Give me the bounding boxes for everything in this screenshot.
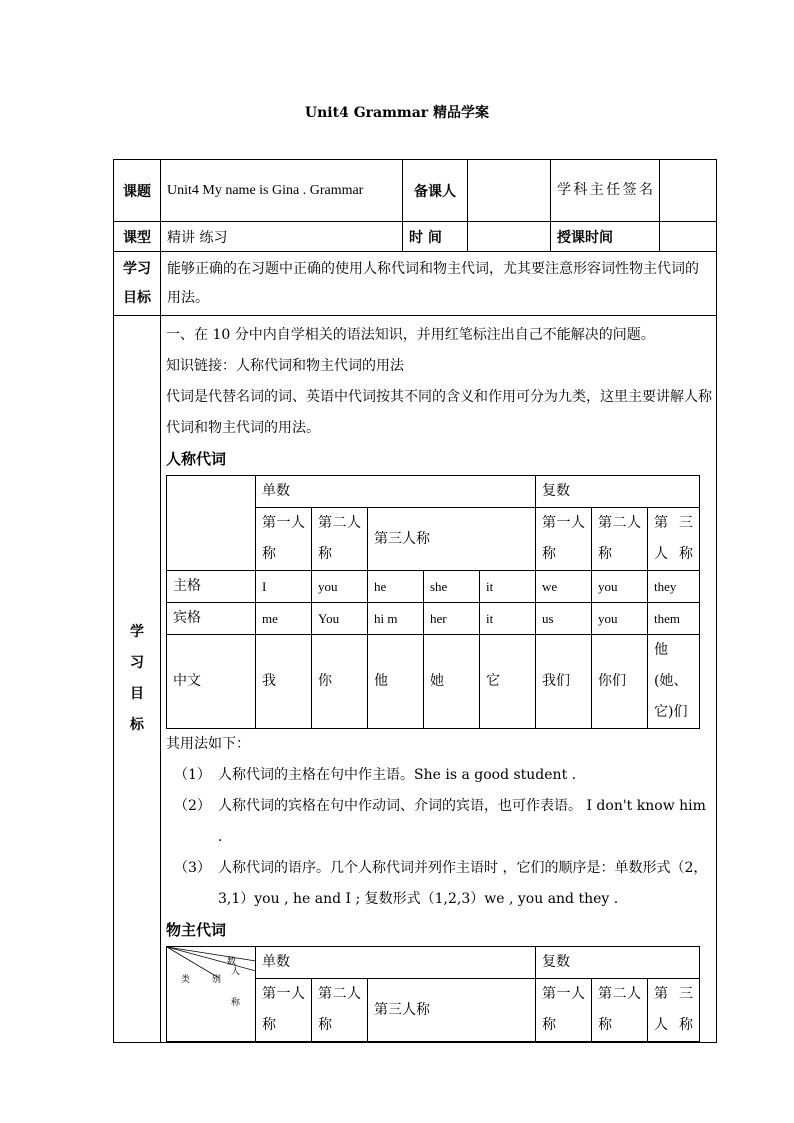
personal-pronouns-heading: 人称代词 — [166, 450, 227, 468]
third-person-header: 第三人称 — [368, 979, 536, 1042]
table-cell: it — [480, 603, 536, 635]
document-title: Unit4 Grammar 精品学案 — [304, 105, 490, 121]
diag-category-label: 类别 — [181, 975, 244, 985]
study-label-char: 习 — [130, 655, 144, 671]
topic-value: Unit4 My name is Gina . Grammar — [161, 160, 403, 222]
table-cell: she — [424, 571, 480, 603]
usage-text: 人称代词的语序。几个人称代词并列作主语时 ，它们的顺序是：单数形式（2， 3,1）you , he and I ; 复数形式（1,2,3）we , you and they . — [218, 860, 708, 907]
first-person-plural-header: 第一人称 — [536, 508, 592, 571]
third-person-header: 第三人称 — [368, 508, 536, 571]
class-time-label: 授课时间 — [551, 222, 660, 252]
table-cell: us — [536, 603, 592, 635]
plural-header: 复数 — [536, 947, 700, 979]
time-label: 时 间 — [403, 222, 468, 252]
table-cell: you — [592, 603, 648, 635]
class-time-value — [660, 222, 717, 252]
table-cell: you — [592, 571, 648, 603]
personal-pronouns-table — [166, 475, 700, 729]
table-cell: I — [256, 571, 312, 603]
usage-item — [166, 760, 712, 791]
first-person-header: 第一人称 — [256, 979, 312, 1042]
row-label: 宾格 — [167, 603, 256, 635]
usage-intro: 其用法如下： — [166, 736, 250, 752]
table-cell: it — [480, 571, 536, 603]
usage-text: 人称代词的宾格在句中作动词、介词的宾语，也可作表语。 I don't know him . — [218, 798, 706, 845]
usage-text: 人称代词的主格在句中作主语。She is a good student . — [218, 767, 577, 783]
study-label — [114, 316, 161, 1043]
table-cell: 她 — [424, 635, 480, 729]
third-person-plural-header: 第三人称 — [648, 979, 700, 1042]
table-cell: her — [424, 603, 480, 635]
goal-text: 能够正确的在习题中正确的使用人称代词和物主代词，尤其要注意形容词性物主代词的用法。 — [161, 252, 717, 316]
diag-number-label: 数 — [227, 957, 237, 967]
row-label: 中文 — [167, 635, 256, 729]
usage-number: （3） — [174, 860, 211, 876]
second-person-plural-header: 第二人称 — [592, 508, 648, 571]
table-row — [167, 635, 700, 729]
table-cell: 你 — [312, 635, 368, 729]
table-cell: 它 — [480, 635, 536, 729]
table-cell: we — [536, 571, 592, 603]
possessive-pronouns-table — [166, 946, 700, 1042]
table-cell: them — [648, 603, 700, 635]
director-sign-label: 学科主任签名 — [551, 160, 660, 222]
study-content — [161, 316, 717, 1043]
diag-person-label: 人称 — [231, 967, 245, 1008]
singular-header: 单数 — [256, 476, 536, 508]
table-corner — [167, 476, 256, 571]
type-value: 精讲 练习 — [161, 222, 403, 252]
study-label-char: 学 — [130, 624, 144, 640]
pronoun-description: 代词是代替名词的词、英语中代词按其不同的含义和作用可分为九类，这里主要讲解人称代词和物主代词的用法。 — [166, 389, 712, 436]
study-label-char: 标 — [130, 717, 144, 733]
director-sign-value — [660, 160, 717, 222]
table-cell: me — [256, 603, 312, 635]
table-cell: hi m — [368, 603, 424, 635]
topic-label: 课题 — [114, 160, 161, 222]
possessive-pronouns-heading: 物主代词 — [166, 921, 227, 939]
usage-number: （1） — [174, 767, 211, 783]
table-cell: 他 — [368, 635, 424, 729]
table-cell: 你们 — [592, 635, 648, 729]
preparer-label: 备课人 — [403, 160, 468, 222]
diagonal-header-cell — [167, 947, 256, 1042]
second-person-header: 第二人称 — [312, 979, 368, 1042]
table-row — [167, 603, 700, 635]
table-row — [167, 571, 700, 603]
usage-number: （2） — [174, 798, 211, 814]
study-label-char: 目 — [130, 686, 144, 702]
plural-header: 复数 — [536, 476, 700, 508]
first-person-plural-header: 第一人称 — [536, 979, 592, 1042]
second-person-plural-header: 第二人称 — [592, 979, 648, 1042]
first-person-header: 第一人称 — [256, 508, 312, 571]
table-cell: they — [648, 571, 700, 603]
table-cell: 我 — [256, 635, 312, 729]
row-label: 主格 — [167, 571, 256, 603]
usage-item — [166, 791, 712, 853]
type-label: 课型 — [114, 222, 161, 252]
lesson-plan-table — [113, 159, 717, 1043]
table-cell: 他(她、它)们 — [648, 635, 700, 729]
goal-label: 学习目标 — [114, 252, 161, 316]
study-intro: 一、在 10 分中内自学相关的语法知识，并用红笔标注出自己不能解决的问题。 — [166, 327, 655, 343]
preparer-value — [468, 160, 551, 222]
table-cell: he — [368, 571, 424, 603]
second-person-header: 第二人称 — [312, 508, 368, 571]
table-cell: You — [312, 603, 368, 635]
table-cell: 我们 — [536, 635, 592, 729]
table-cell: you — [312, 571, 368, 603]
singular-header: 单数 — [256, 947, 536, 979]
knowledge-link: 知识链接：人称代词和物主代词的用法 — [166, 358, 404, 374]
third-person-plural-header: 第三人称 — [648, 508, 700, 571]
time-value — [468, 222, 551, 252]
usage-item — [166, 853, 712, 915]
